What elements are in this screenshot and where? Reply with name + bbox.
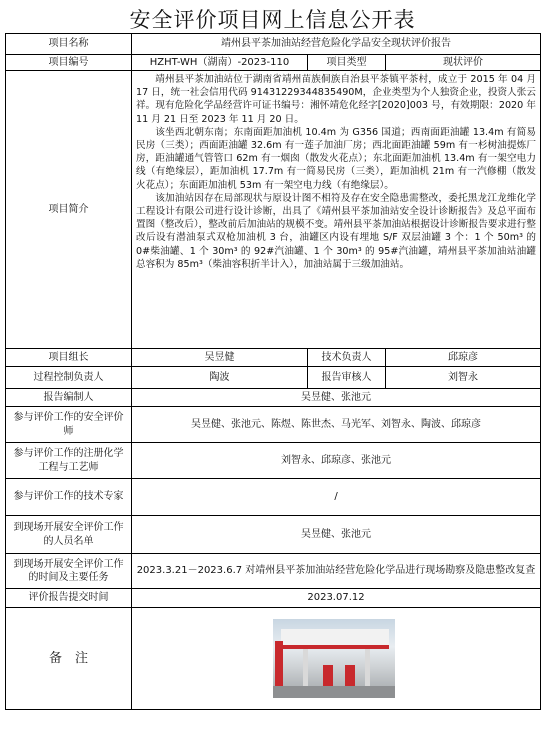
ground-shape [273, 686, 395, 698]
process-label: 过程控制负责人 [6, 367, 132, 389]
fuel-pump-shape [323, 665, 333, 687]
leader-value: 吴昱健 [132, 349, 308, 367]
summary-paragraph-3: 该加油站因存在局部现状与原设计图不相符及存在安全隐患需整改，委托黑龙江龙维化学工程设计有限公司进行设计诊断，出具了《靖州县平茶加油站安全设计诊断报告》及总平面布置图（整改后），整改前后加油站的规模不变。靖州县平茶加油站根据设计诊断报告要求进行整改后设有潜油泵式双枪加油机 3 台，油罐区内设有埋地 S/F 双层油罐 3 个：1 个 50m³ 的 0#柴油罐、1 个 30m³ 的 92#汽油罐、1 个 30m³ 的 95#汽油罐，靖州县平茶加油站油罐总容积为 85m³（柴油容积折半计入），加油站属于三级加油站。 [136, 192, 536, 270]
summary-paragraph-2: 该坐西北朝东南；东南面距加油机 10.4m 为 G356 国道；西南面距油罐 13.4m 有简易民房（三类）；西面距油罐 32.6m 有一莲子加油厂房；西北面距油罐 59m 有一杉树油提炼厂房，距油罐通气管管口 62m 有一烟囱（散发火花点）；东北面距加油机 13.4m 有一架空电力线（有绝缘层），距加油机 17.7m 有一简易民房（三类），距加油机 21m 有一汽修棚（散发火花点）；东面距加油机 53m 有一架空电力线（有绝缘层）。 [136, 126, 536, 191]
row-writer [6, 389, 541, 407]
row-safety-evaluators [6, 407, 541, 443]
row-remarks [6, 608, 541, 710]
canopy-shape [281, 629, 389, 649]
row-site-time [6, 554, 541, 589]
project-name-label: 项目名称 [6, 34, 132, 55]
pillar-shape [303, 649, 308, 689]
leader-label: 项目组长 [6, 349, 132, 367]
process-value: 陶波 [132, 367, 308, 389]
row-process [6, 367, 541, 389]
safety-evaluators-label: 参与评价工作的安全评价师 [6, 407, 132, 443]
registered-engineers-label: 参与评价工作的注册化学工程与工艺师 [6, 443, 132, 479]
project-no-label: 项目编号 [6, 55, 132, 71]
fuel-pump-shape [345, 665, 355, 687]
price-sign-shape [275, 641, 283, 686]
site-staff-label: 到现场开展安全评价工作的人员名单 [6, 516, 132, 554]
page-title: 安全评价项目网上信息公开表 [129, 8, 416, 32]
safety-evaluators-value: 吴昱健、张池元、陈煜、陈世杰、马光军、刘智永、陶波、邱琼彦 [132, 407, 541, 443]
summary-text [132, 71, 541, 349]
submit-time-label: 评价报告提交时间 [6, 589, 132, 608]
tech-experts-label: 参与评价工作的技术专家 [6, 479, 132, 516]
project-no-value: HZHT-WH（湖南）-2023-110 [132, 55, 308, 71]
row-registered-engineers [6, 443, 541, 479]
info-table [5, 33, 541, 710]
writer-label: 报告编制人 [6, 389, 132, 407]
row-tech-experts [6, 479, 541, 516]
project-name-value: 靖州县平茶加油站经营危险化学品安全现状评价报告 [132, 34, 541, 55]
reviewer-value: 刘智永 [386, 367, 541, 389]
remarks-label: 备 注 [6, 608, 132, 710]
row-leader [6, 349, 541, 367]
row-submit-time [6, 589, 541, 608]
pillar-shape [365, 649, 370, 689]
site-time-value: 2023.3.21－2023.6.7 对靖州县平茶加油站经营危险化学品进行现场勘察及隐患整改复查 [132, 554, 541, 589]
submit-time-value: 2023.07.12 [132, 589, 541, 608]
row-project-name [6, 34, 541, 55]
row-project-no [6, 55, 541, 71]
tech-lead-label: 技术负责人 [308, 349, 386, 367]
project-type-value: 现状评价 [386, 55, 541, 71]
site-time-label: 到现场开展安全评价工作的时间及主要任务 [6, 554, 132, 589]
reviewer-label: 报告审核人 [308, 367, 386, 389]
registered-engineers-value: 刘智永、邱琼彦、张池元 [132, 443, 541, 479]
project-type-label: 项目类型 [308, 55, 386, 71]
gas-station-photo [273, 619, 395, 698]
summary-label: 项目简介 [6, 71, 132, 349]
remarks-cell [132, 608, 541, 710]
row-summary [6, 71, 541, 349]
site-staff-value: 吴昱健、张池元 [132, 516, 541, 554]
tech-experts-value: / [132, 479, 541, 516]
tech-lead-value: 邱琼彦 [386, 349, 541, 367]
summary-paragraph-1: 靖州县平茶加油站位于湖南省靖州苗族侗族自治县平茶镇平茶村，成立于 2015 年 04 月 17 日，统一社会信用代码 91431229344835490M，企业类型为个人独资企业，投资人张云祥。现有危险化学品经营许可证书编号：湘怀靖危化经字[2020]003 号，有效期限：2020 年 11 月 21 日至 2023 年 11 月 20 日。 [136, 74, 536, 125]
writer-value: 吴昱健、张池元 [132, 389, 541, 407]
row-site-staff [6, 516, 541, 554]
